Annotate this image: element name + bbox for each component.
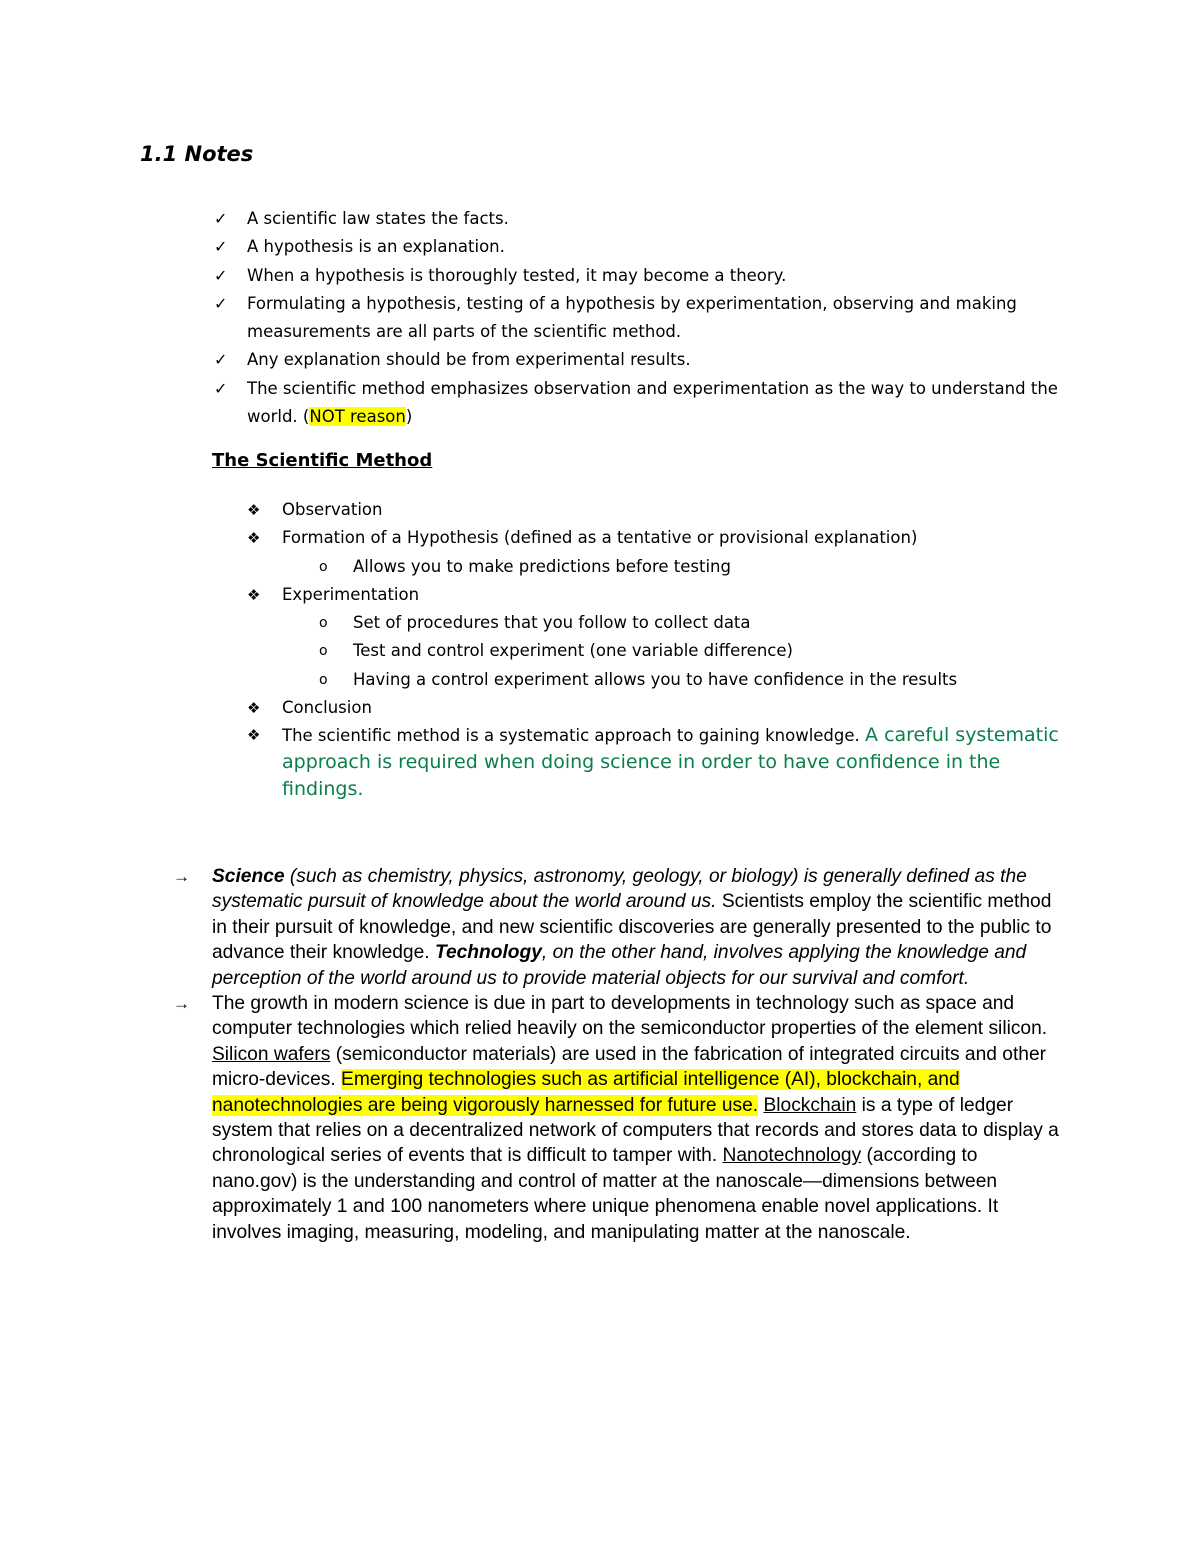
list-item: ❖ Observation [247, 496, 1077, 524]
arrow-right-icon: → [173, 867, 190, 886]
checklist-item: ✓ The scientific method emphasizes observation and experimentation as the way to understand the world. (NOT reason) [214, 375, 1094, 432]
circle-bullet-icon: o [319, 558, 328, 575]
sub-list-item: o Having a control experiment allows you to have confidence in the results [247, 666, 1077, 694]
page-title: 1.1 Notes [140, 142, 254, 166]
diamond-bullet-icon: ❖ [247, 726, 261, 745]
checkmark-icon: ✓ [214, 237, 228, 257]
checklist-item: ✓ Any explanation should be from experimental results. [214, 346, 1094, 374]
checklist-item: ✓ A scientific law states the facts. [214, 205, 1094, 233]
circle-bullet-icon: o [319, 615, 328, 632]
technology-term: Technology [434, 942, 542, 964]
highlighted-text: Emerging technologies such as artificial intelligence (AI), blockchain, and nanotechnologies are being vigorously harnessed for future use. [212, 1069, 960, 1116]
checklist-item: ✓ Formulating a hypothesis, testing of a hypothesis by experimentation, observing and making measurements are all parts of the scientific method. [214, 290, 1094, 347]
diamond-bullet-icon: ❖ [247, 529, 261, 548]
list-item: ❖ The scientific method is a systematic approach to gaining knowledge. A careful systematic approach is required when doing science in order to have confidence in the findings. [247, 724, 1059, 801]
sub-list-item: o Allows you to make predictions before testing [247, 553, 1077, 581]
silicon-term: Silicon wafers [212, 1043, 331, 1065]
diamond-bullet-icon: ❖ [247, 699, 261, 718]
checkmark-icon: ✓ [214, 209, 228, 228]
blockchain-term: Blockchain [763, 1094, 857, 1116]
highlighted-text: NOT reason [309, 407, 406, 427]
list-item: ❖ Conclusion [247, 694, 1077, 722]
section-heading: The Scientific Method [212, 450, 433, 471]
arrow-right-icon: → [173, 994, 190, 1014]
list-item: ❖ Formation of a Hypothesis (defined as a tentative or provisional explanation) [247, 524, 1077, 552]
technology-paragraph: → The growth in modern science is due in part to developments in technology such as space and computer technologies which relied heavily on the semiconductor properties of the element silicon. Silicon wafers (semiconductor materials) are used in the fabrication of integrated circuits and other micro-devices. Emerging technologies such as artificial intelligence (AI), blockchain, and nanotechnologies are being vigorously harnessed for future use. Blockchain is a type of ledger system that relies on a decentralized network of computers that records and stores data to display a chronological series of events that is difficult to tamper with. Nanotechnology (according to nano.gov) is the understanding and control of matter at the nanoscale—dimensions between approximately 1 and 100 nanometers where unique phenomena enable novel applications. It involves imaging, measuring, modeling, and manipulating matter at the nanoscale. [173, 993, 1059, 1243]
notes-checklist [214, 205, 1094, 431]
checklist-item: ✓ A hypothesis is an explanation. [214, 233, 1094, 261]
checklist-item: ✓ When a hypothesis is thoroughly tested, it may become a theory. [214, 262, 1094, 290]
sub-list-item: o Test and control experiment (one variable difference) [247, 637, 1077, 665]
circle-bullet-icon: o [319, 643, 328, 660]
sub-list-item: o Set of procedures that you follow to collect data [247, 609, 1077, 637]
diamond-bullet-icon: ❖ [247, 501, 261, 519]
checkmark-icon: ✓ [214, 265, 228, 285]
list-item: ❖ Experimentation [247, 581, 1077, 609]
nanotechnology-term: Nanotechnology [722, 1145, 862, 1167]
science-paragraph: → Science (such as chemistry, physics, astronomy, geology, or biology) is generally defined as the systematic pursuit of knowledge about the world around us. Scientists employ the scientific method in their pursuit of knowledge, and new scientific discoveries are generally presented to the public to advance their knowledge. Technology, on the other hand, involves applying the knowledge and perception of the world around us to provide material objects for our survival and comfort. [173, 866, 1052, 989]
green-comment-text: A careful systematic approach is required when doing science in order to have confidence in the findings. [282, 724, 1059, 801]
checkmark-icon: ✓ [214, 350, 228, 370]
checkmark-icon: ✓ [214, 378, 228, 398]
diamond-bullet-icon: ❖ [247, 585, 261, 604]
science-term: Science [212, 866, 285, 887]
checkmark-icon: ✓ [214, 293, 228, 313]
arrow-paragraphs [173, 864, 1063, 1245]
scientific-method-list [247, 496, 1077, 803]
circle-bullet-icon: o [319, 671, 328, 688]
